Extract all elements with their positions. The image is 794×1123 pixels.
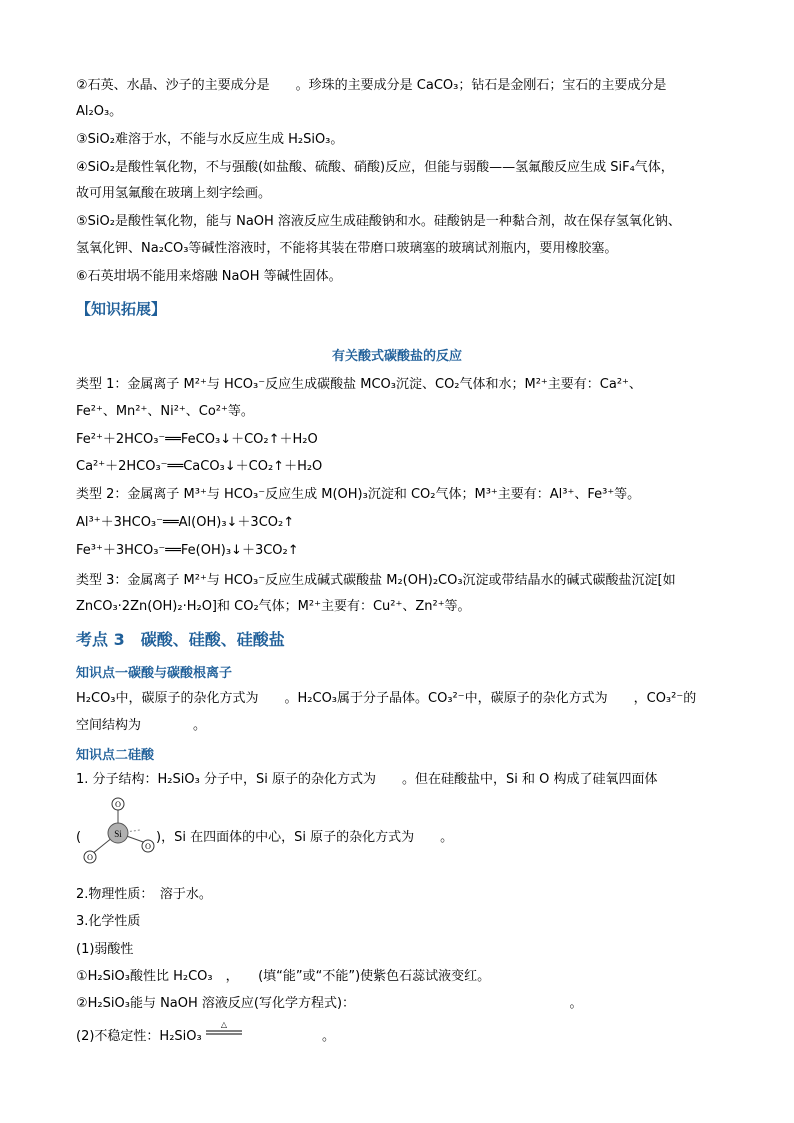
type3-line-1: 类型 3：金属离子 M²⁺与 HCO₃⁻反应生成碱式碳酸盐 M₂(OH)₂CO₃沉淀或带结晶水的碱式碳酸盐沉淀[如 — [76, 573, 676, 588]
equation-fe3: Fe³⁺＋3HCO₃⁻══Fe(OH)₃↓＋3CO₂↑ — [76, 543, 299, 558]
physical-property: 2.物理性质： 溶于水。 — [76, 887, 212, 902]
naoh-reaction-line: ②H₂SiO₃能与 NaOH 溶液反应(写化学方程式)： 。 — [76, 996, 583, 1011]
extension-title: 有关酸式碳酸盐的反应 — [331, 349, 462, 364]
svg-text:O: O — [145, 842, 151, 851]
carbonic-line-2: 空间结构为 。 — [76, 718, 207, 733]
instability-blank: 。 — [244, 1029, 336, 1044]
svg-text:△: △ — [220, 1020, 228, 1029]
chemical-property-heading: 3.化学性质 — [76, 914, 141, 929]
type2-line: 类型 2：金属离子 M³⁺与 HCO₃⁻反应生成 M(OH)₃沉淀和 CO₂气体；M³⁺主要有：Al³⁺、Fe³⁺等。 — [76, 487, 641, 502]
type1-line-1: 类型 1：金属离子 M²⁺与 HCO₃⁻反应生成碳酸盐 MCO₃沉淀、CO₂气体和水；M²⁺主要有：Ca²⁺、 — [76, 377, 642, 392]
para-sio2-naoh-1: ⑤SiO₂是酸性氧化物，能与 NaOH 溶液反应生成硅酸钠和水。硅酸钠是一种黏合剂，故在保存氢氧化钠、 — [76, 214, 681, 229]
equation-fe2: Fe²⁺＋2HCO₃⁻══FeCO₃↓＋CO₂↑＋H₂O — [76, 432, 318, 447]
heating-condition-sign — [206, 1020, 242, 1038]
knowledge-point-2-heading: 知识点二硅酸 — [76, 748, 155, 763]
type3-line-2: ZnCO₃·2Zn(OH)₂·H₂O]和 CO₂气体；M²⁺主要有：Cu²⁺、Zn²⁺等。 — [76, 599, 471, 614]
svg-text:O: O — [115, 800, 121, 809]
para-quartz-2: Al₂O₃。 — [76, 104, 123, 119]
equation-ca2: Ca²⁺＋2HCO₃⁻══CaCO₃↓＋CO₂↑＋H₂O — [76, 459, 323, 474]
para-quartz-1: ②石英、水晶、沙子的主要成分是 。珍珠的主要成分是 CaCO₃；钻石是金刚石；宝石的主要成分是 — [76, 78, 667, 93]
instability-line: (2)不稳定性：H₂SiO₃ — [76, 1029, 202, 1044]
para-sio2-acid-2: 故可用氢氟酸在玻璃上刻字绘画。 — [76, 186, 272, 201]
silicic-paren-open: ( — [76, 830, 82, 845]
para-crucible: ⑥石英坩埚不能用来熔融 NaOH 等碱性固体。 — [76, 269, 342, 284]
para-sio2-acid-1: ④SiO₂是酸性氧化物，不与强酸(如盐酸、硫酸、硝酸)反应，但能与弱酸——氢氟酸反应生成 SiF₄气体， — [76, 160, 674, 175]
silicon-label: Si — [114, 829, 122, 839]
section-heading-kd3: 考点 3 碳酸、硅酸、硅酸盐 — [76, 630, 285, 649]
acidity-compare-line: ①H₂SiO₃酸性比 H₂CO₃ ， (填“能”或“不能”)使紫色石蕊试液变红。 — [76, 969, 491, 984]
silicon-oxygen-tetrahedron — [80, 794, 160, 864]
para-sio2-naoh-2: 氢氧化钾、Na₂CO₃等碱性溶液时，不能将其装在带磨口玻璃塞的玻璃试剂瓶内，要用橡胶塞。 — [76, 241, 618, 256]
type1-line-2: Fe²⁺、Mn²⁺、Ni²⁺、Co²⁺等。 — [76, 404, 254, 419]
silicic-structure-line-2: )，Si 在四面体的中心，Si 原子的杂化方式为 。 — [156, 830, 454, 845]
silicic-structure-line: 1. 分子结构：H₂SiO₃ 分子中，Si 原子的杂化方式为 。但在硅酸盐中，Si 和 O 构成了硅氧四面体 — [76, 772, 658, 787]
knowledge-point-1-heading: 知识点一碳酸与碳酸根离子 — [76, 666, 233, 681]
equation-al3: Al³⁺＋3HCO₃⁻══Al(OH)₃↓＋3CO₂↑ — [76, 515, 295, 530]
svg-text:O: O — [87, 853, 93, 862]
para-sio2-water: ③SiO₂难溶于水，不能与水反应生成 H₂SiO₃。 — [76, 132, 344, 147]
weak-acid-heading: (1)弱酸性 — [76, 942, 134, 957]
carbonic-line-1: H₂CO₃中，碳原子的杂化方式为 。H₂CO₃属于分子晶体。CO₃²⁻中，碳原子的杂化方式为 ，CO₃²⁻的 — [76, 691, 697, 706]
knowledge-extension-heading: 【知识拓展】 — [76, 300, 167, 318]
